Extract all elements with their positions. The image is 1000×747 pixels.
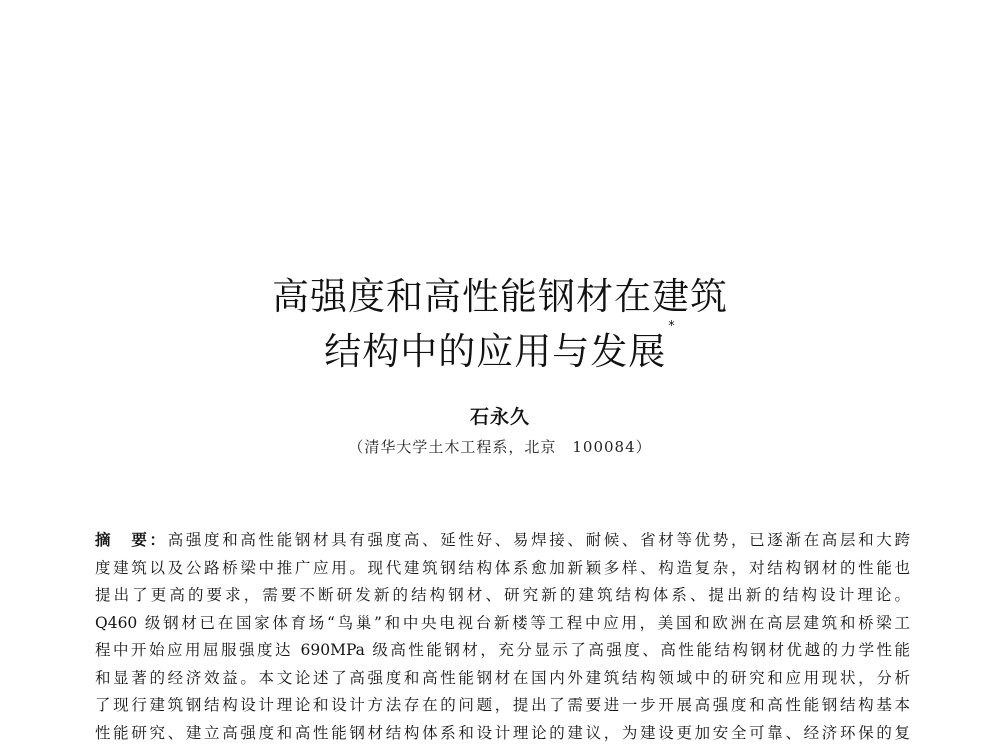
- title-footnote-mark: *: [668, 319, 676, 334]
- abstract-line-text: 高强度和高性能钢材具有强度高、延性好、易焊接、耐候、省材等优势，已逐渐在高层和大跨: [167, 531, 910, 549]
- abstract-line: 性能研究、建立高强度和高性能钢材结构体系和设计理论的建议，为建设更加安全可靠、经济环保的复: [95, 723, 910, 742]
- abstract-line: 了现行建筑钢结构设计理论和设计方法存在的问题，提出了需要进一步开展高强度和高性能钢结构基本: [95, 696, 910, 714]
- paper-title-line-2: [0, 321, 1000, 375]
- abstract-line: 和显著的经济效益。本文论述了高强度和高性能钢材在国内外建筑结构领域中的研究和应用现状，分析: [95, 668, 910, 687]
- abstract-line: Q460 级钢材已在国家体育场“鸟巢”和中央电视台新楼等工程中应用，美国和欧洲在高层建筑和桥梁工: [95, 613, 910, 632]
- abstract-line: 度建筑以及公路桥梁中推广应用。现代建筑钢结构体系愈加新颖多样、构造复杂，对结构钢材的性能也: [95, 558, 910, 577]
- author-name: 石永久: [469, 406, 530, 428]
- title-line-1-text: 高强度和高性能钢材在建筑: [272, 275, 728, 318]
- author-affiliation: （清华大学土木工程系，北京 100084）: [348, 438, 652, 456]
- paper-title-line-1: [0, 266, 1000, 320]
- abstract: [95, 527, 910, 747]
- abstract-label: 摘 要：: [95, 531, 168, 549]
- title-line-2-text: 结构中的应用与发展: [324, 330, 667, 373]
- abstract-line: 提出了更高的要求，需要不断研发新的结构钢材、研究新的建筑结构体系、提出新的结构设计理论。: [95, 586, 910, 604]
- abstract-line: 程中开始应用屈服强度达 690MPa 级高性能钢材，充分显示了高强度、高性能结构钢材优越的力学性能: [95, 641, 910, 659]
- abstract-line: [95, 527, 910, 555]
